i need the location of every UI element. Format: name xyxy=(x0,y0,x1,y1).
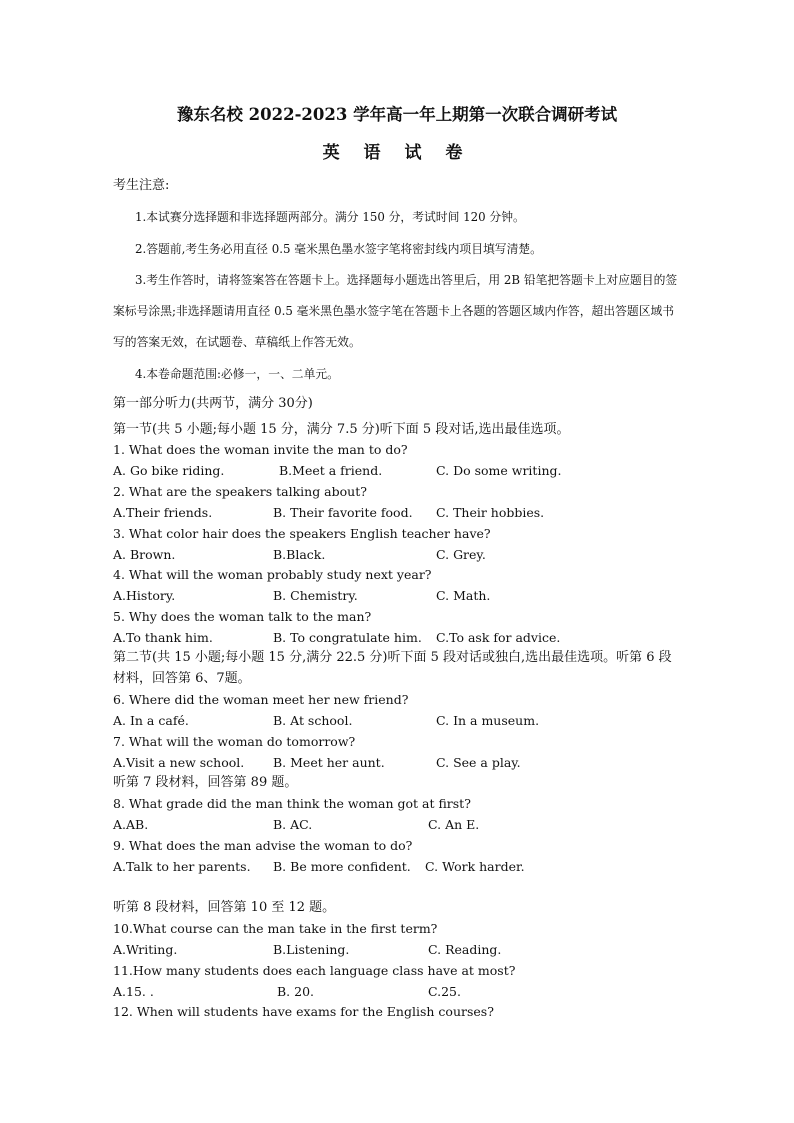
question-11: 11.How many students does each language class have at most? xyxy=(113,963,516,978)
q2-option-a: A.Their friends. xyxy=(113,505,213,520)
q8-option-c: C. An E. xyxy=(428,817,480,832)
section1-instruction: 第一节(共 5 小题;每小题 15 分，满分 7.5 分)听下面 5 段对话,选出最佳选项。 xyxy=(113,422,570,437)
section2-instruction: 第二节(共 15 小题;每小题 15 分,满分 22.5 分)听下面 5 段对话或独白,选出最佳选项。听第 6 段 xyxy=(113,650,672,665)
notice-item-1: 1.本试赛分选择题和非选择题两部分。满分 150 分，考试时间 120 分钟。 xyxy=(135,210,525,224)
q10-option-c: C. Reading. xyxy=(428,942,502,957)
q6-option-b: B. At school. xyxy=(273,713,353,728)
q5-option-b: B. To congratulate him. xyxy=(273,630,422,645)
q4-option-b: B. Chemistry. xyxy=(273,588,358,603)
q6-option-a: A. In a café. xyxy=(113,713,189,728)
q9-option-a: A.Talk to her parents. xyxy=(113,859,251,874)
exam-title: 豫东名校 2022-2023 学年高一年上期第一次联合调研考试 xyxy=(176,105,618,124)
question-9: 9. What does the man advise the woman to do? xyxy=(113,838,413,853)
exam-subtitle: 英 语 试 卷 xyxy=(322,143,472,163)
q1-option-c: C. Do some writing. xyxy=(436,463,562,478)
question-1: 1. What does the woman invite the man to do? xyxy=(113,442,408,457)
notice-heading: 考生注意: xyxy=(113,178,170,193)
q4-option-a: A.History. xyxy=(113,588,176,603)
q1-option-a: A. Go bike riding. xyxy=(113,463,225,478)
notice-item-3-cont2: 写的答案无效，在试题卷、草稿纸上作答无效。 xyxy=(113,335,361,349)
q4-option-c: C. Math. xyxy=(436,588,491,603)
q7-option-b: B. Meet her aunt. xyxy=(273,755,385,770)
notice-item-3-cont1: 案标号涂黑;非选择题请用直径 0.5 毫米黑色墨水签字笔在答题卡上各题的答题区域内作答，超出答题区域书 xyxy=(113,304,675,318)
q3-option-a: A. Brown. xyxy=(113,547,176,562)
question-7: 7. What will the woman do tomorrow? xyxy=(113,734,356,749)
q2-option-b: B. Their favorite food. xyxy=(273,505,413,520)
q5-option-c: C.To ask for advice. xyxy=(436,630,561,645)
q5-option-a: A.To thank him. xyxy=(113,630,213,645)
q11-option-b: B. 20. xyxy=(277,984,315,999)
q2-option-c: C. Their hobbies. xyxy=(436,505,545,520)
notice-item-3: 3.考生作答时，请将签案答在答题卡上。选择题每小题选出答里后，用 2B 铅笔把答题卡上对应题目的签 xyxy=(135,273,678,287)
notice-item-2: 2.答题前,考生务必用直径 0.5 毫米黑色墨水签字笔将密封线内项目填写清楚。 xyxy=(135,242,542,256)
q10-option-a: A.Writing. xyxy=(113,942,178,957)
q7-option-a: A.Visit a new school. xyxy=(113,755,245,770)
q3-option-b: B.Black. xyxy=(273,547,326,562)
q6-option-c: C. In a museum. xyxy=(436,713,540,728)
instruction-section-8: 听第 8 段材料，回答第 10 至 12 题。 xyxy=(113,900,336,915)
q1-option-b: B.Meet a friend. xyxy=(279,463,383,478)
q9-option-b: B. Be more confident. xyxy=(273,859,411,874)
section2-instruction-cont: 材料，回答第 6、7题。 xyxy=(113,671,251,686)
instruction-section-7: 听第 7 段材料，回答第 89 题。 xyxy=(113,775,298,790)
q10-option-b: B.Listening. xyxy=(273,942,350,957)
q11-option-a: A.15. . xyxy=(113,984,154,999)
question-4: 4. What will the woman probably study next year? xyxy=(113,567,432,582)
question-6: 6. Where did the woman meet her new friend? xyxy=(113,692,409,707)
q9-option-c: C. Work harder. xyxy=(425,859,525,874)
notice-item-4: 4.本卷命题范围:必修一，一、二单元。 xyxy=(135,367,339,381)
q8-option-b: B. AC. xyxy=(273,817,313,832)
q11-option-c: C.25. xyxy=(428,984,461,999)
q3-option-c: C. Grey. xyxy=(436,547,486,562)
part1-title: 第一部分听力(共两节，满分 30分) xyxy=(113,396,313,411)
question-12: 12. When will students have exams for the English courses? xyxy=(113,1004,494,1019)
question-2: 2. What are the speakers talking about? xyxy=(113,484,367,499)
q7-option-c: C. See a play. xyxy=(436,755,521,770)
question-3: 3. What color hair does the speakers English teacher have? xyxy=(113,526,491,541)
question-10: 10.What course can the man take in the first term? xyxy=(113,921,438,936)
question-5: 5. Why does the woman talk to the man? xyxy=(113,609,372,624)
question-8: 8. What grade did the man think the woman got at first? xyxy=(113,796,471,811)
q8-option-a: A.AB. xyxy=(113,817,149,832)
